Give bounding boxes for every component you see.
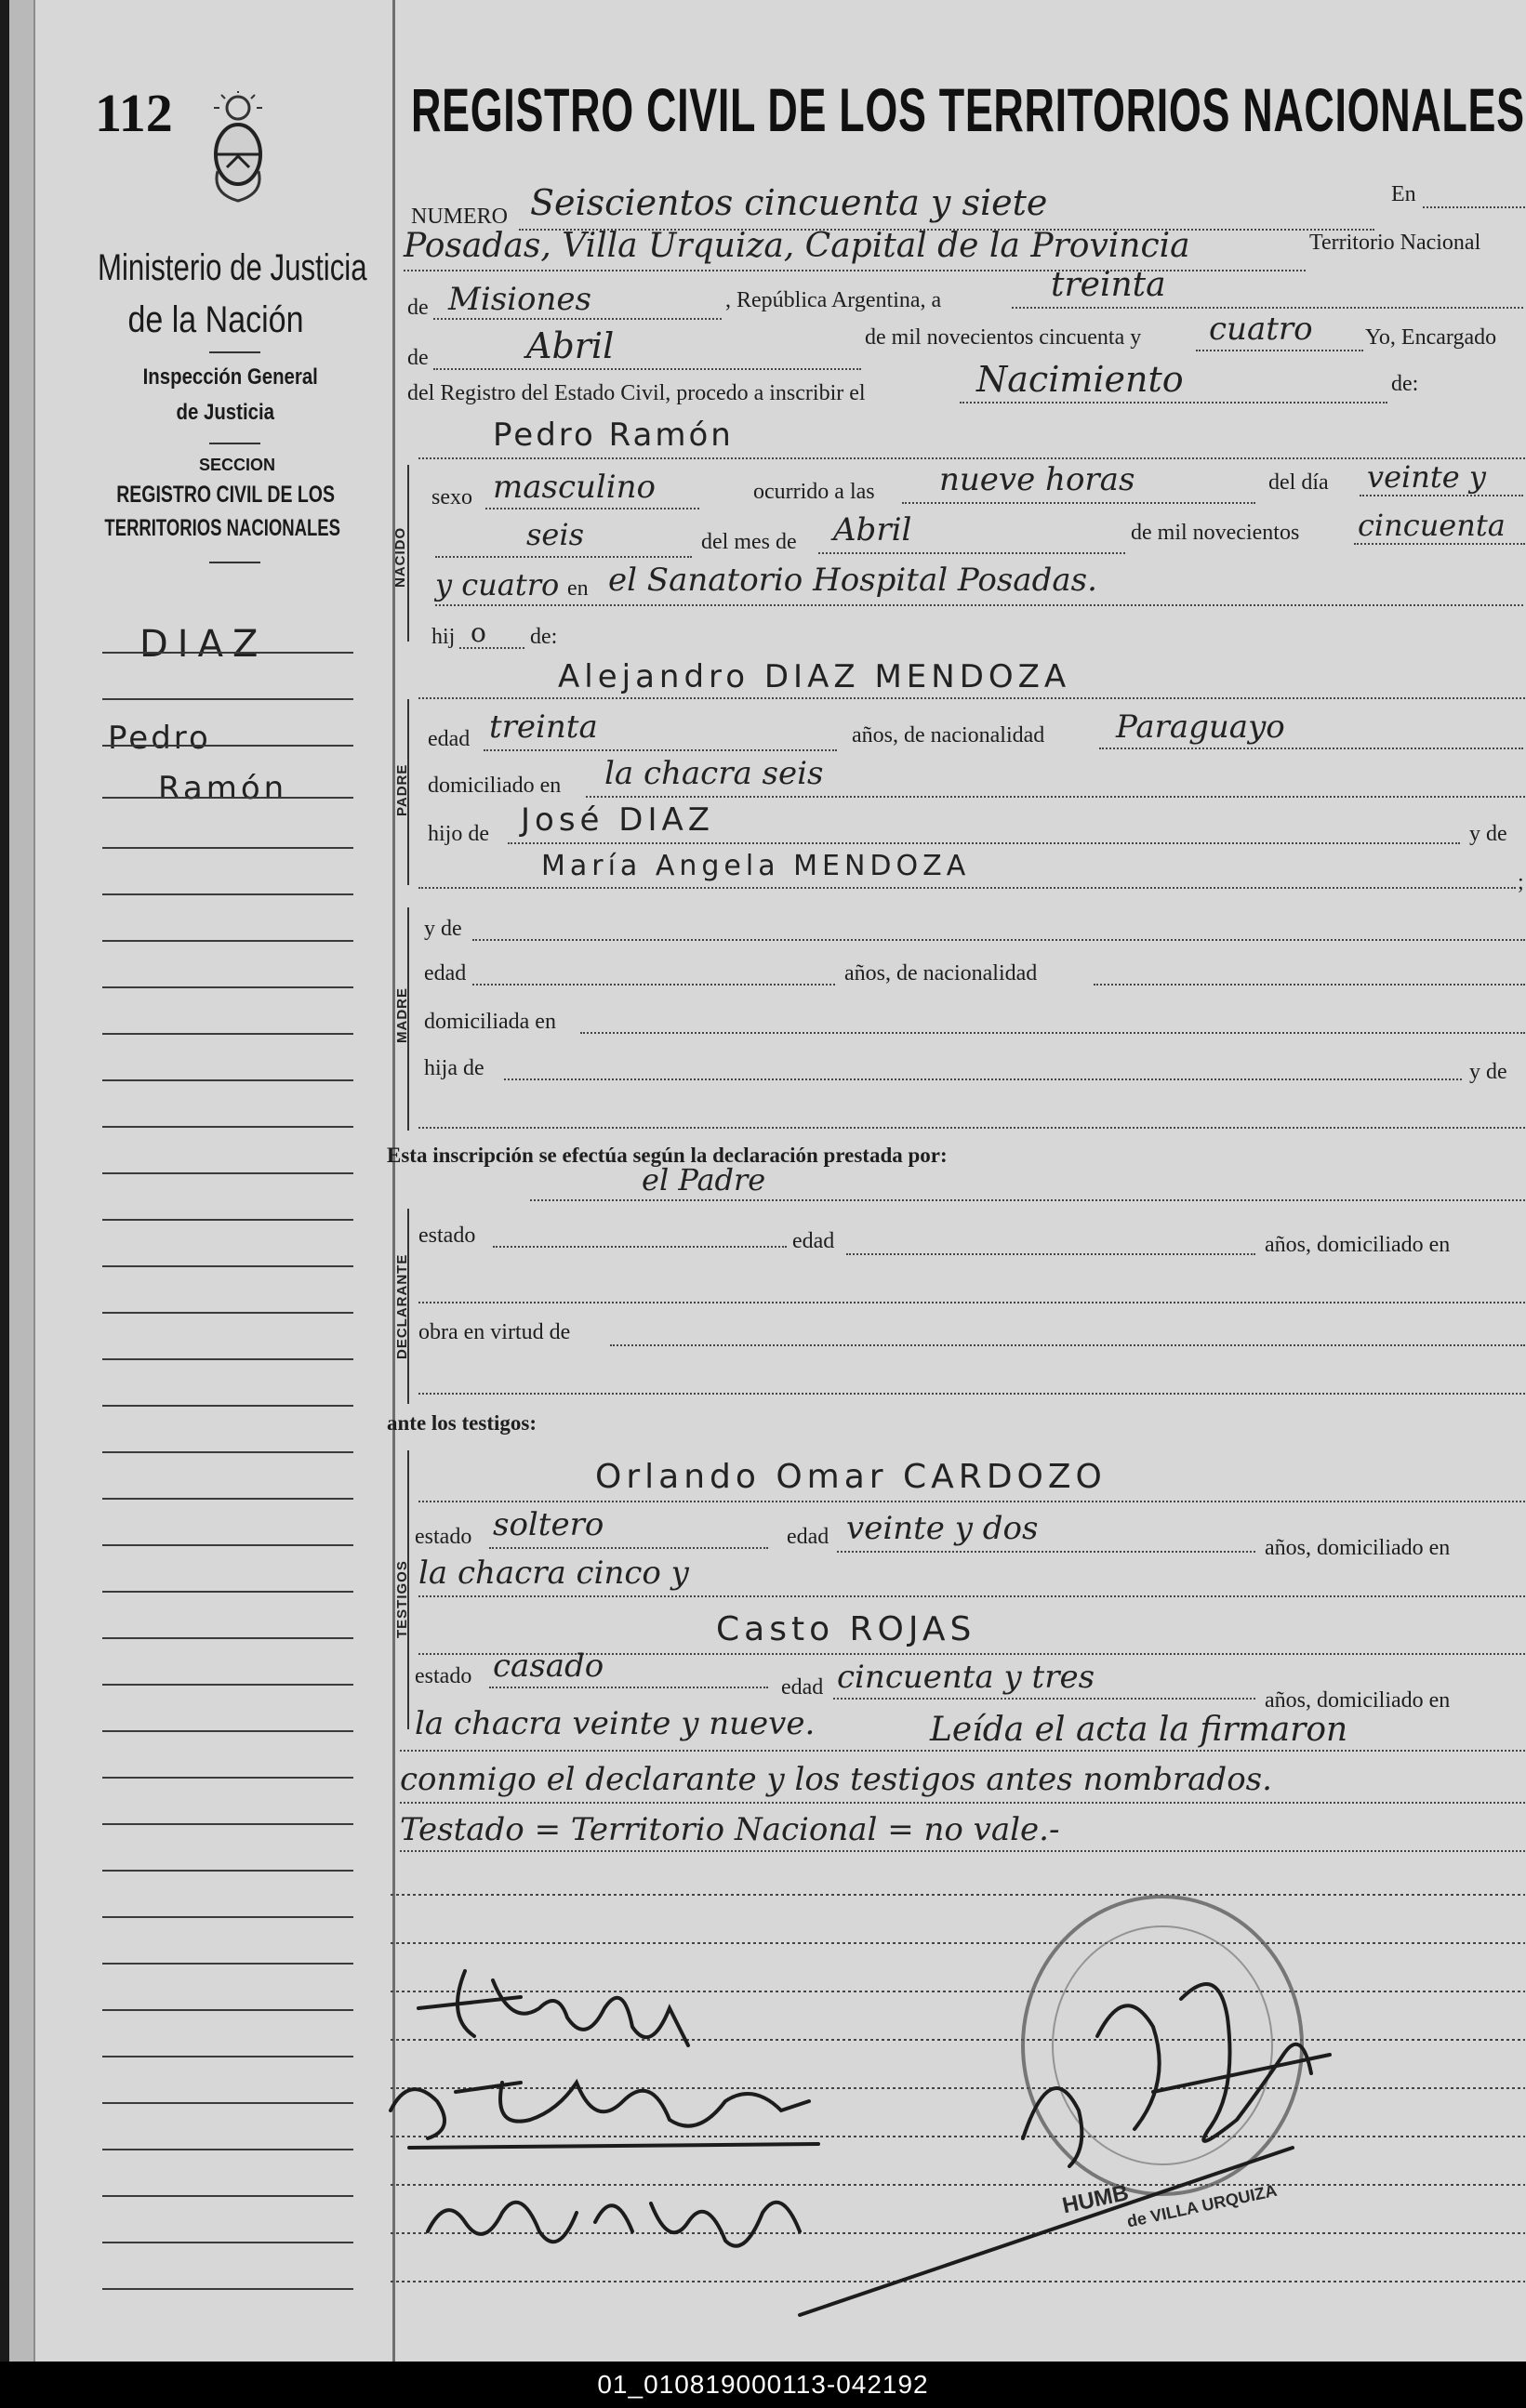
stamp-text1: HUMB: [1060, 2180, 1132, 2219]
section-label: SECCION: [198, 456, 275, 474]
testigos-intro: ante los testigos:: [387, 1411, 537, 1435]
day-value: treinta: [1051, 266, 1166, 304]
signature-1: [409, 1952, 744, 2064]
nacido-bracket: [407, 465, 422, 642]
child-name-line: [418, 457, 1525, 459]
father-edad-line: [484, 749, 837, 751]
declarante-label: DECLARANTE: [394, 1253, 410, 1359]
page-binding-edge: [9, 0, 35, 2362]
father-edad-value: treinta: [489, 708, 598, 746]
place-prefix: en: [567, 576, 589, 601]
witness2-edad: cincuenta y tres: [837, 1659, 1095, 1696]
declarante-obra-label: obra en virtud de: [418, 1320, 571, 1344]
madre-edad-label: edad: [424, 961, 467, 986]
signature-underline: [790, 2138, 1311, 2324]
birth-day-value: veinte y: [1367, 459, 1486, 495]
witness1-domicilio: la chacra cinco y: [418, 1555, 689, 1592]
birth-year-line: [1354, 543, 1525, 545]
image-id-footer: 01_010819000113-042192: [0, 2362, 1526, 2408]
de-colon-label: de:: [1391, 372, 1419, 396]
territory-line: [433, 318, 722, 320]
birth-place-line: [435, 604, 1523, 606]
father-edad-label: edad: [428, 727, 471, 751]
hijo-de-label: de:: [530, 625, 558, 649]
madre-domicilio-label: domiciliada en: [424, 1010, 556, 1034]
birth-month-line: [818, 552, 1125, 554]
madre-name-line: [472, 939, 1525, 941]
numero-label: NUMERO: [411, 205, 509, 229]
place-value: Posadas, Villa Urquiza, Capital de la Provincia: [404, 227, 1190, 265]
republica-label: , República Argentina, a: [725, 288, 942, 312]
father-nationality-line: [1099, 748, 1523, 749]
witness2-estado-line: [489, 1687, 768, 1688]
act-type-value: Nacimiento: [976, 359, 1184, 400]
signature-2: [372, 2055, 837, 2166]
testigos-label: TESTIGOS: [394, 1560, 410, 1638]
declarante-edad-label: edad: [792, 1229, 835, 1253]
sexo-label: sexo: [431, 485, 472, 509]
declarante-estado-label: estado: [418, 1224, 476, 1248]
witness1-anios-label: años, domiciliado en: [1265, 1536, 1451, 1560]
closing-line3: Testado = Territorio Nacional = no vale.-: [400, 1811, 1060, 1848]
madre-edad-line: [472, 984, 835, 986]
closing-line3-rule: [400, 1850, 1525, 1852]
hour-value: nueve horas: [939, 461, 1135, 498]
hijo-line: [459, 647, 524, 649]
year-line: [1196, 350, 1363, 351]
registro-label: del Registro del Estado Civil, procedo a inscribir el: [407, 381, 866, 405]
inspection-line1: Inspección General: [142, 364, 318, 390]
day-line-nacido: [1360, 495, 1523, 496]
father-y-de: y de: [1469, 822, 1507, 846]
madre-extra-line: [418, 1127, 1525, 1129]
inspection-line2: de Justicia: [176, 400, 274, 425]
madre-hija-label: hija de: [424, 1056, 484, 1080]
birth-place-value: el Sanatorio Hospital Posadas.: [608, 562, 1097, 599]
mother-parent-line: [418, 887, 1516, 889]
declarante-estado-line: [493, 1246, 787, 1248]
ministry-line1: Ministerio de Justicia: [98, 247, 367, 288]
witness2-estado-label: estado: [415, 1664, 472, 1688]
sexo-line: [485, 508, 699, 509]
witness1-name: Orlando Omar CARDOZO: [595, 1458, 1107, 1496]
en-label: En: [1391, 182, 1416, 206]
padre-label: PADRE: [394, 763, 410, 816]
folio-number: 112: [95, 83, 173, 143]
left-given-name1: Pedro: [108, 720, 211, 757]
mes-label: del mes de: [701, 530, 797, 554]
father-nationality-value: Paraguayo: [1116, 708, 1285, 746]
closing-line2: conmigo el declarante y los testigos antes nombrados.: [400, 1761, 1272, 1798]
numero-value: Seiscientos cincuenta y siete: [530, 182, 1048, 223]
ocurrido-label: ocurrido a las: [753, 480, 875, 504]
month-value: Abril: [526, 325, 615, 366]
mother-parent: María Angela MENDOZA: [541, 850, 971, 882]
declarante-obra-line: [610, 1344, 1525, 1346]
child-name: Pedro Ramón: [493, 417, 734, 454]
closing-line1-rule: [400, 1750, 1525, 1752]
territory-value: Misiones: [448, 281, 591, 318]
place-line: [404, 270, 1306, 271]
birth-year-value2: y cuatro: [435, 567, 560, 602]
stamp-text2: de VILLA URQUIZA: [1125, 2180, 1279, 2231]
year-prefix: de mil novecientos cincuenta y: [865, 325, 1142, 350]
declarante-dom-line: [418, 1302, 1525, 1303]
father-name: Alejandro DIAZ MENDOZA: [558, 658, 1071, 695]
nacido-label: NACIDO: [392, 526, 408, 588]
witness1-name-line: [418, 1501, 1525, 1502]
day-line: [1012, 307, 1523, 309]
birth-day-value2: seis: [526, 517, 585, 552]
birth-year-value: cincuenta: [1358, 508, 1506, 543]
signature-3: [409, 2166, 846, 2278]
father-hijo-label: hijo de: [428, 822, 489, 846]
de-label-territory: de: [407, 296, 429, 320]
section-divider: [209, 562, 260, 563]
page-title: REGISTRO CIVIL DE LOS TERRITORIOS NACIONALES: [411, 75, 1525, 144]
declarante-intro: Esta inscripción se efectúa según la declaración prestada por:: [387, 1144, 948, 1167]
witness2-edad-label: edad: [781, 1675, 824, 1700]
territorio-label: Territorio Nacional: [1309, 231, 1481, 255]
witness1-estado-label: estado: [415, 1525, 472, 1549]
declarante-value-line: [530, 1199, 1525, 1201]
declarante-extra-line: [418, 1393, 1525, 1395]
witness1-edad-label: edad: [787, 1525, 829, 1549]
del-dia-label: del día: [1268, 470, 1329, 495]
declarante-anios-label: años, domiciliado en: [1265, 1233, 1451, 1257]
hijo-label: hij: [431, 625, 456, 649]
de-label-month: de: [407, 346, 429, 370]
left-surname: DIAZ: [139, 623, 268, 666]
section-line1: REGISTRO CIVIL DE LOS: [116, 482, 335, 508]
witness2-edad-line: [833, 1698, 1255, 1700]
witness2-anios-label: años, domiciliado en: [1265, 1688, 1451, 1713]
father-semicolon: ;: [1518, 870, 1524, 894]
inspection-divider: [209, 443, 260, 444]
father-parent: José DIAZ: [521, 801, 715, 839]
register-page: [9, 0, 1526, 2362]
closing-line1: Leída el acta la firmaron: [930, 1711, 1348, 1749]
father-domicilio-line: [586, 796, 1525, 798]
father-domicilio-value: la chacra seis: [604, 755, 824, 792]
hour-line: [902, 502, 1255, 504]
coat-of-arms-icon: [208, 91, 268, 212]
declarante-edad-line: [846, 1253, 1255, 1255]
encargado-label: Yo, Encargado: [1365, 325, 1497, 350]
birth-month-value: Abril: [833, 511, 912, 549]
left-ruled-lines: [102, 651, 363, 2324]
father-name-line: [418, 697, 1525, 699]
madre-y-de-end: y de: [1469, 1060, 1507, 1084]
madre-anios-label: años, de nacionalidad: [844, 961, 1038, 986]
en-line: [1423, 206, 1525, 208]
act-type-line: [960, 402, 1387, 404]
witness2-estado: casado: [493, 1647, 604, 1685]
father-domicilio-label: domiciliado en: [428, 774, 562, 798]
father-anios-label: años, de nacionalidad: [852, 723, 1045, 748]
madre-hija-line: [504, 1078, 1462, 1080]
madre-label: MADRE: [394, 987, 410, 1043]
witness1-edad: veinte y dos: [846, 1510, 1039, 1547]
madre-domicilio-line: [580, 1032, 1525, 1034]
witness1-estado: soltero: [493, 1506, 604, 1543]
witness2-domicilio: la chacra veinte y nueve.: [415, 1705, 816, 1742]
madre-y-de: y de: [424, 917, 462, 941]
month-line: [433, 368, 861, 370]
closing-line2-rule: [400, 1802, 1525, 1804]
year-value: cuatro: [1209, 311, 1313, 348]
mil-label: de mil novecientos: [1131, 521, 1300, 545]
hijo-value: o: [471, 617, 486, 648]
madre-nationality-line: [1094, 984, 1525, 986]
father-parent-line: [508, 842, 1460, 844]
left-given-name2: Ramón: [158, 770, 288, 807]
witness1-estado-line: [489, 1547, 768, 1549]
ministry-line2: de la Nación: [127, 299, 304, 340]
witness1-edad-line: [837, 1551, 1255, 1553]
ministry-divider: [209, 351, 260, 353]
day2-line: [435, 556, 692, 558]
declarante-value: el Padre: [642, 1162, 766, 1197]
sexo-value: masculino: [493, 469, 657, 506]
witness2-name: Casto ROJAS: [716, 1610, 976, 1648]
witness1-dom-line: [418, 1595, 1525, 1597]
section-line2: TERRITORIOS NACIONALES: [104, 515, 340, 541]
